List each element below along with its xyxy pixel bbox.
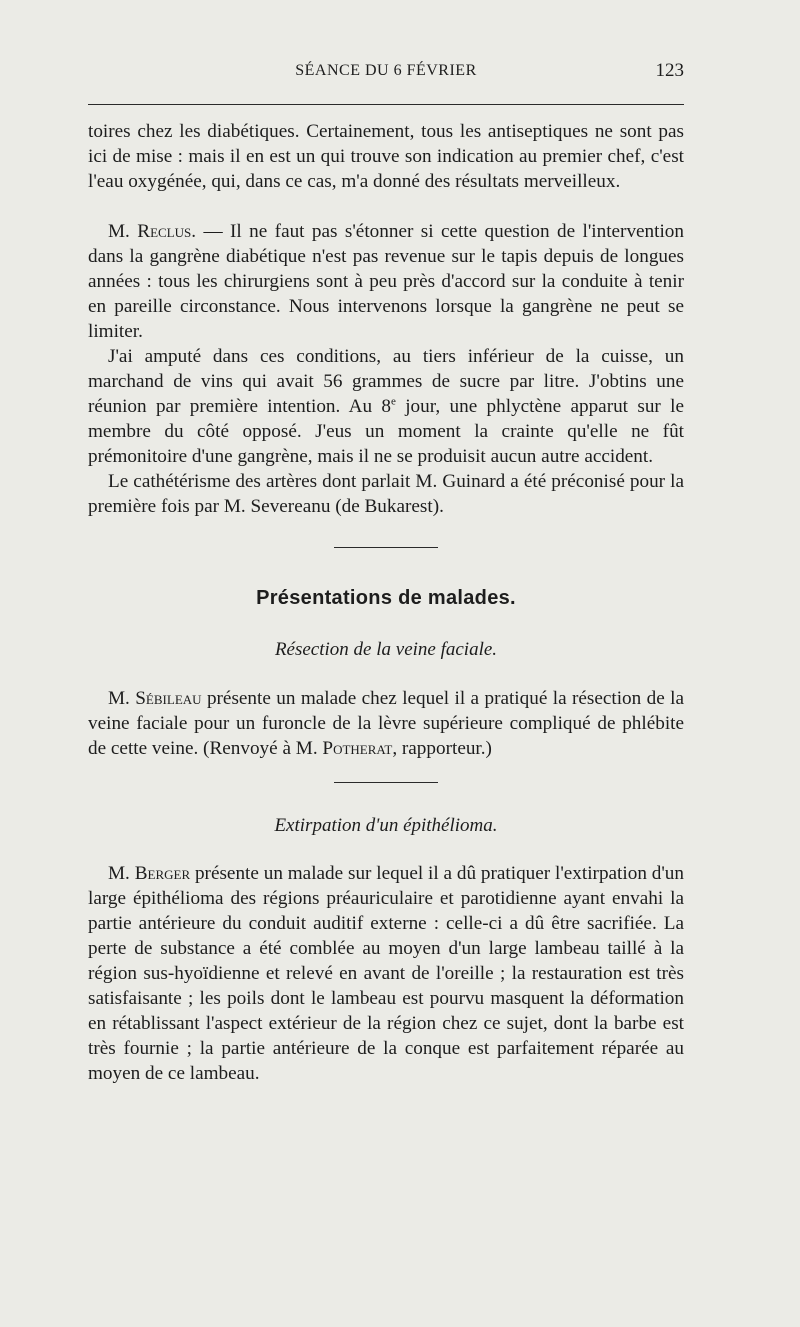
reclus-text-1: . — Il ne faut pas s'étonner si cette question de l'intervention dans la gangrène diabétique n'est pas revenue sur le tapis depuis de longues années : tous les chirurgiens sont à peu près d'accord sur la conduite à tenir en pareille circonstance. Nous intervenons lorsque la gangrène ne peut se limiter. [88, 221, 684, 342]
speaker-prefix: M. [108, 221, 130, 242]
page-number: 123 [655, 60, 684, 81]
subsection-title-epithelioma: Extirpation d'un épithélioma. [274, 815, 498, 836]
subsection-title-facial-vein: Résection de la veine faciale. [274, 639, 498, 660]
sebileau-text-1: présente un malade chez lequel il a pratiqué la résection de la veine faciale pour un furoncle de la lèvre supérieure compliqué de phlébite de cette veine. (Renvoyé à M. [88, 688, 685, 759]
reclus-paragraph-3: Le cathétérisme des artères dont parlait M. Guinard a été préconisé pour la première fois par M. Severeanu (de Bukarest). [88, 471, 684, 517]
speaker-prefix: M. [108, 688, 130, 709]
reclus-text-2a: J'ai amputé dans ces conditions, au tiers inférieur de la cuisse, un marchand de vins qui avait 56 grammes de sucre par litre. J'obtins une réunion par première intention. Au 8 [88, 346, 684, 417]
section-divider [334, 547, 438, 548]
reclus-paragraph-1 [88, 219, 684, 344]
rapporteur-name: Potherat [322, 738, 393, 759]
speaker-prefix: M. [108, 863, 130, 884]
reclus-paragraph-2 [88, 344, 684, 469]
speaker-name-reclus: Reclus [137, 221, 192, 242]
sebileau-text-2: , rapporteur.) [392, 738, 492, 759]
header-rule [88, 104, 684, 105]
speaker-name-sebileau: Sébileau [135, 688, 202, 709]
ordinal-suffix: e [391, 395, 396, 408]
section-title: Présentations de malades. [256, 587, 516, 609]
running-head [88, 62, 684, 88]
running-title: SÉANCE DU 6 FÉVRIER [295, 62, 477, 79]
subsection-divider [334, 782, 438, 783]
berger-text: présente un malade sur lequel il a dû pratiquer l'extirpation d'un large épithélioma des régions préauriculaire et parotidienne ayant envahi la partie antérieure du conduit auditif externe : celle-ci a dû être sacrifiée. La perte de substance a été comblée au moyen d'un large lambeau taillé à la région sus-hyoïdienne et relevé en avant de l'oreille ; la restauration est très satisfaisante ; les poils dont le lambeau est pourvu masquent la déformation en rétablissant l'aspect extérieur de la région chez ce sujet, dont la barbe est très fournie ; la partie antérieure de la conque est parfaitement réparée au moyen de ce lambeau. [88, 863, 684, 1084]
speaker-name-berger: Berger [134, 863, 191, 884]
berger-paragraph [88, 861, 684, 1086]
reclus-text-2b: jour, une phlyctène apparut sur le membre du côté opposé. J'eus un moment la crainte qu'elle ne fût prémonitoire d'une gangrène, mais il ne se produisit aucun autre accident. [88, 396, 684, 467]
sebileau-paragraph [88, 686, 684, 761]
intro-paragraph: toires chez les diabétiques. Certainement, tous les antiseptiques ne sont pas ici de mise : mais il en est un qui trouve son indication au premier chef, c'est l'eau oxygénée, qui, dans ce cas, m'a donné des résultats merveilleux. [88, 121, 684, 192]
body-text [88, 119, 684, 1086]
